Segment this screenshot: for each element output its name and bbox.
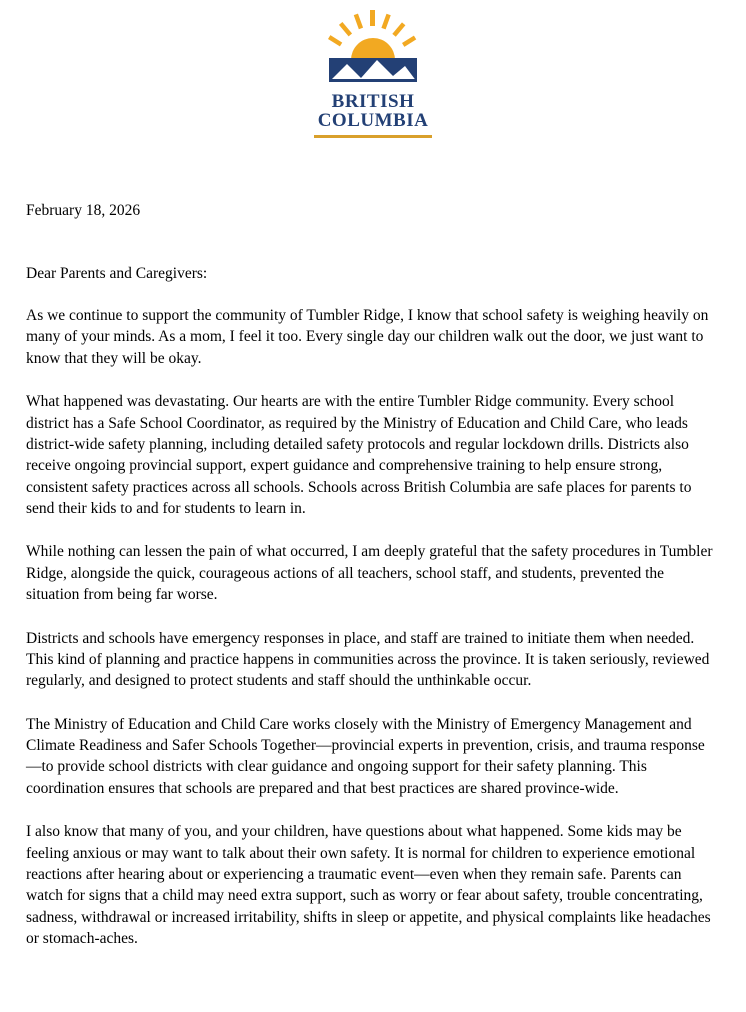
letterhead xyxy=(26,0,720,140)
letter-paragraph: As we continue to support the community of Tumbler Ridge, I know that school safety is weighing heavily on many of your minds. As a mom, I feel it too. Every single day our children walk out the door, we just want to know that they will be okay. xyxy=(26,307,709,367)
letter-date: February 18, 2026 xyxy=(26,202,141,219)
letter-paragraph: Districts and schools have emergency responses in place, and staff are trained to initiate them when needed. This kind of planning and practice happens in communities across the province. It is taken seriously, reviewed regularly, and designed to protect students and staff should the unthinkable occur. xyxy=(26,629,710,690)
letter-salutation: Dear Parents and Caregivers: xyxy=(26,265,208,282)
letter-paragraph: I also know that many of you, and your children, have questions about what happened. Some kids may be feeling anxious or may want to talk about their own safety. It is normal for children to experience emotional reactions after hearing about or experiencing a traumatic event—even when they remain safe. Parents can watch for signs that a child may need extra support, such as worry or fear about safety, trouble concentrating, sadness, withdrawal or increased irritability, shifts in sleep or appetite, and physical complaints like headaches or stomach-aches. xyxy=(26,823,711,947)
letter-paragraph: The Ministry of Education and Child Care works closely with the Ministry of Emergency Management and Climate Readiness and Safer Schools Together—provincial experts in prevention, crisis, and trauma response—to provide school districts with clear guidance and ongoing support for their safety planning. This coordination ensures that schools are prepared and that best practices are shared province-wide. xyxy=(26,715,705,797)
letter-paragraph: While nothing can lessen the pain of what occurred, I am deeply grateful that the safety procedures in Tumbler Ridge, alongside the quick, courageous actions of all teachers, school staff, and students, prevented the situation from being far worse. xyxy=(26,543,713,604)
british-columbia-logo xyxy=(311,8,435,138)
letter-paragraph: What happened was devastating. Our hearts are with the entire Tumbler Ridge community. Every school district has a Safe School Coordinator, as required by the Ministry of Education and Child Care, who leads district-wide safety planning, including detailed safety protocols and regular lockdown drills. Districts also receive ongoing provincial support, expert guidance and comprehensive training to help ensure strong, consistent safety practices across all schools. Schools across British Columbia are safe places for parents to send their kids to and for students to learn in. xyxy=(26,393,692,517)
logo-line-2: COLUMBIA xyxy=(317,110,429,132)
logo-underline xyxy=(314,135,432,138)
logo-wordmark xyxy=(311,92,435,131)
bc-crest-icon xyxy=(311,8,435,90)
logo-line-1: BRITISH xyxy=(331,91,415,112)
